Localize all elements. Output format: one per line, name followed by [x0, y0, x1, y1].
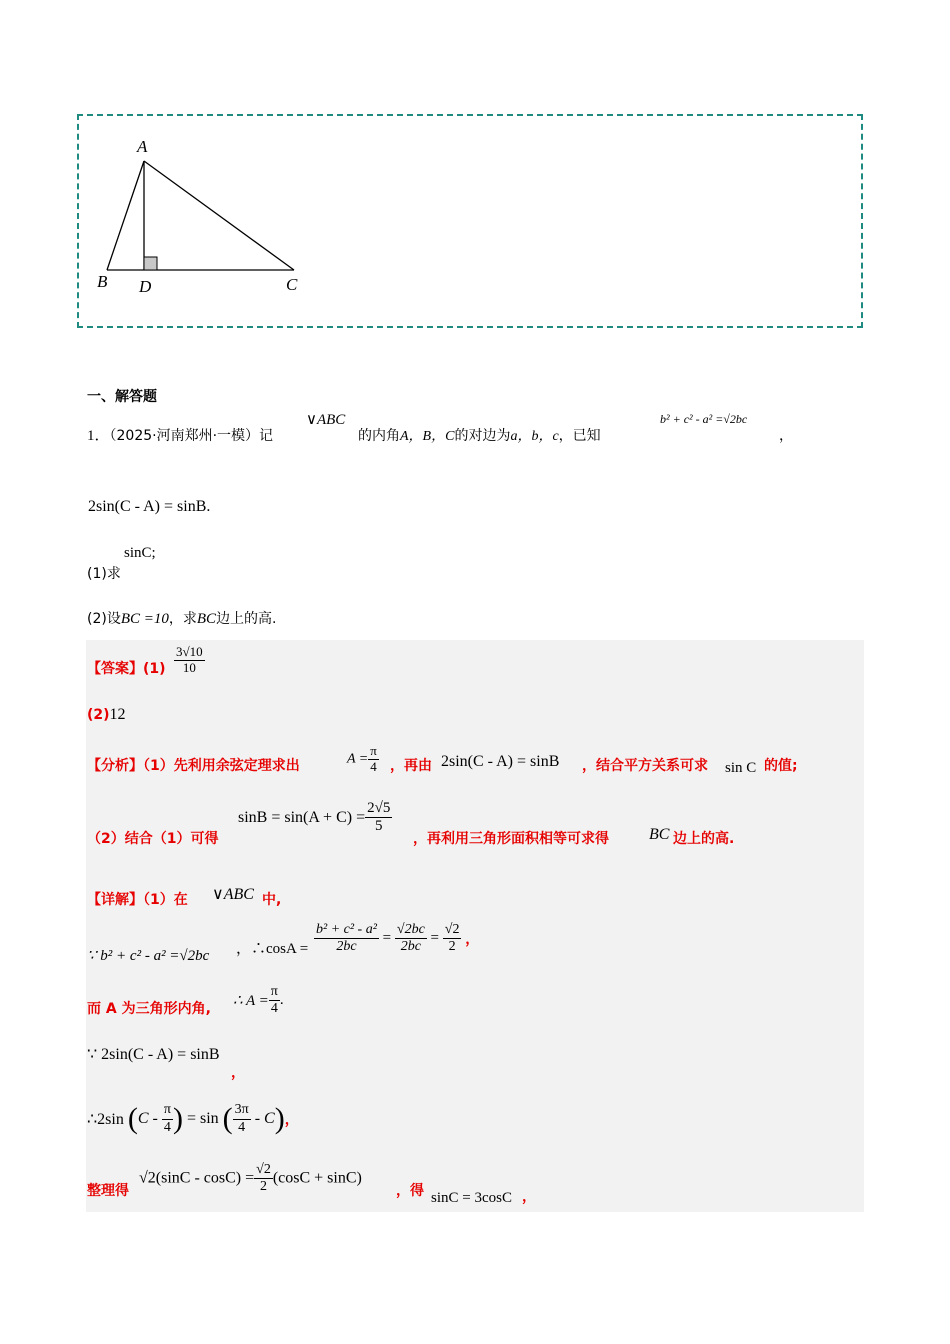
detail-frac2-num: √2bc: [395, 922, 427, 939]
detail-a-eq: ∴ A =: [233, 993, 269, 1010]
analysis-p2-bc: BC: [649, 826, 670, 843]
detail-simplify-eq: [139, 1162, 362, 1195]
detail-cosa-label: ，∴cosA =: [236, 941, 309, 957]
detail-inner-angle: 而 A 为三角形内角,: [87, 1001, 211, 1017]
text-known: ，已知: [558, 428, 601, 444]
answer-1-den: 10: [182, 659, 196, 675]
analysis-a: A =: [347, 751, 369, 767]
analysis-p2-end: 边上的高.: [673, 831, 735, 847]
answer-1-num: 3√10: [176, 644, 203, 659]
part2-label: (2)设: [87, 611, 121, 627]
side-ab: [107, 161, 144, 270]
analysis-four: 4: [370, 758, 377, 774]
detail-l5-3pi: 3π: [233, 1102, 251, 1119]
detail-l5-pi: π: [162, 1102, 173, 1119]
detail-a-den: 4: [270, 1001, 278, 1017]
detail-because-2: ∵ 2sin(C - A) = sinB: [87, 1046, 220, 1063]
detail-end-comma: ，: [522, 1189, 536, 1205]
answer-2: [87, 706, 126, 724]
detail-l5-end: - C: [254, 1110, 275, 1127]
detail-frac2-den: 2bc: [400, 939, 421, 955]
detail-comma: ，: [465, 931, 480, 948]
right-angle-marker: [144, 257, 157, 270]
analysis-eq: 2sin(C - A) = sinB: [441, 753, 560, 770]
analysis-text4: 的值;: [764, 758, 798, 774]
part2-line: [87, 608, 277, 628]
detail-l5-4: 4: [163, 1119, 171, 1135]
detail-triangle: ∨ABC: [212, 886, 254, 903]
analysis-text3: ，结合平方关系可求: [582, 758, 708, 774]
detail-a-num: π: [269, 984, 280, 1001]
detail-frac1-den: 2bc: [336, 939, 357, 955]
label-a: A: [137, 137, 148, 156]
part1-label: (1)求: [87, 566, 121, 582]
text-inner-angle: 的内角: [358, 428, 400, 444]
detail-l6-num: √2: [254, 1162, 273, 1179]
detail-frac3-num: √2: [443, 922, 462, 939]
analysis-p2-eq: [238, 800, 392, 836]
detail-a-value: [233, 984, 284, 1017]
detail-cos-fractions: $\frac{\text{b² + c² - a²}}{2bc}$ = $\frac{√2bc}{2bc}$ = $\frac{√2}{2}$ ，: [316, 922, 480, 955]
detail-l6-eq1: √2(sinC - cosC) =: [139, 1169, 255, 1187]
analysis-label: 【分析】（1）先利用余弦定理求出: [87, 758, 300, 774]
detail-frac3-den: 2: [448, 939, 456, 955]
part2-given: BC =10: [120, 611, 169, 627]
detail-comma-2: ，: [231, 1065, 245, 1081]
part2-text: ，求: [168, 611, 197, 627]
detail-because-1: ∵ b² + c² - a² =√2bc: [87, 948, 210, 964]
text-opposite: 的对边为: [454, 428, 511, 444]
answer-1: [174, 645, 205, 676]
vars-angles: A，B，C: [400, 429, 455, 444]
analysis-sinc: sin C: [725, 760, 757, 776]
detail-label: 【详解】（1）在: [87, 892, 188, 908]
detail-l5-mid: = sin: [186, 1110, 219, 1127]
detail-frac1-num: b² + c² - a²: [314, 922, 379, 939]
detail-l5-comma: ，: [284, 1112, 299, 1128]
problem-line-1-rest: [358, 425, 601, 445]
answer-2-label: (2): [87, 707, 110, 723]
analysis-p2-expr: sinB = sin(A + C) =: [238, 808, 366, 826]
detail-l5-4b: 4: [238, 1119, 246, 1135]
triangle-notation: [306, 410, 345, 429]
problem-line-1: [87, 424, 273, 445]
detail-l5-pre: ∴2sin: [87, 1111, 124, 1128]
detail-therefore-eq: ∴2sin (C - $\frac{\pi}{4}$ ) = sin ( $\frac{3\pi}{4}$ - C)，: [87, 1102, 299, 1135]
detail-a-dot: .: [279, 992, 284, 1009]
analysis-pi: π: [370, 743, 377, 758]
analysis-p2-den: 5: [374, 818, 383, 835]
part2-end: 边上的高.: [216, 611, 277, 627]
part2-target: BC: [196, 611, 217, 627]
detail-l6-den: 2: [259, 1179, 267, 1195]
answer-2-value: 12: [109, 706, 126, 723]
side-ac: [144, 161, 294, 270]
problem-source: （2025·河南郑州·一模）记: [109, 428, 274, 444]
condition-1: b² + c² - a² =√2bc: [660, 412, 748, 426]
part1-target: sinC;: [124, 545, 156, 561]
triangle-symbol: ∨: [306, 412, 317, 428]
condition-2: 2sin(C - A) = sinB.: [88, 498, 211, 515]
analysis-p2-num: 2√5: [365, 800, 392, 818]
detail-get: ，得: [396, 1183, 424, 1199]
analysis-p2-text: ，再利用三角形面积相等可求得: [413, 831, 609, 847]
label-c: C: [286, 275, 298, 294]
triangle-name: ABC: [316, 412, 346, 428]
detail-zhong: 中,: [262, 892, 282, 908]
section-title: 一、解答题: [87, 389, 157, 405]
answer-label: 【答案】(1): [87, 661, 166, 677]
analysis-text2: ，再由: [390, 758, 432, 774]
label-b: B: [97, 272, 108, 291]
detail-l6-eq2: (cosC + sinC): [272, 1169, 362, 1187]
detail-l5-c: C -: [137, 1110, 158, 1127]
vars-sides: a，b，c: [510, 429, 559, 444]
problem-number: 1．: [87, 428, 110, 444]
detail-result: sinC = 3cosC: [431, 1190, 512, 1206]
analysis-p2-label: （2）结合（1）可得: [87, 831, 219, 847]
analysis-a-eq: [347, 744, 379, 775]
condition-comma: ，: [779, 428, 793, 444]
detail-simplify-label: 整理得: [87, 1183, 129, 1199]
label-d: D: [139, 277, 152, 296]
